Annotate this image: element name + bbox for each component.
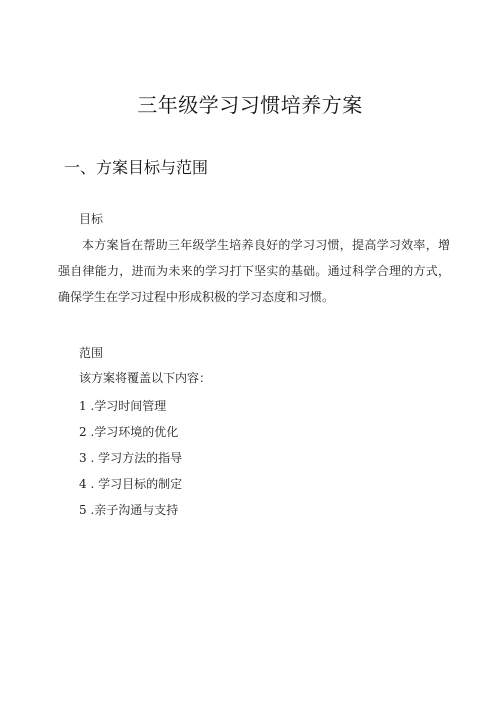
scope-list (79, 398, 182, 528)
scope-list-item: 1 .学习时间管理 (79, 399, 167, 413)
goal-label: 目标 (79, 212, 104, 226)
document-title: 三年级学习习惯培养方案 (137, 93, 363, 117)
scope-intro: 该方案将覆盖以下内容： (79, 371, 212, 385)
scope-list-item: 5 .亲子沟通与支持 (79, 503, 179, 517)
section-heading: 一、方案目标与范围 (64, 158, 209, 177)
scope-list-item: 4 . 学习目标的制定 (79, 477, 183, 491)
scope-label: 范围 (79, 346, 104, 360)
scope-list-item: 2 .学习环境的优化 (79, 425, 179, 439)
goal-paragraph: 本方案旨在帮助三年级学生培养良好的学习习惯，提高学习效率，增强自律能力，进而为未来的学习打下坚实的基础。通过科学合理的方式，确保学生在学习过程中形成积极的学习态度和习惯。 (58, 238, 450, 304)
scope-list-item: 3 . 学习方法的指导 (79, 451, 183, 465)
